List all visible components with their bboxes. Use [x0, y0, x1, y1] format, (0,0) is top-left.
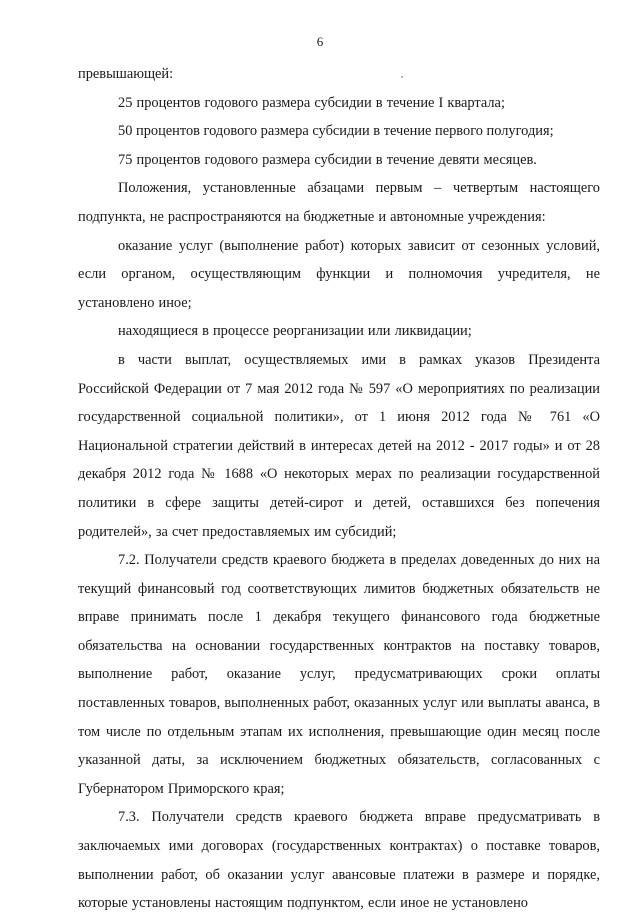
paragraph-exceptions-intro: Положения, установленные абзацами первым – четвертым настоящего подпункта, не распространяются на бюджетные и автономные учреждения: — [78, 180, 600, 225]
page-number: 6 — [316, 34, 324, 49]
paragraph-section-7-2: 7.2. Получатели средств краевого бюджета в пределах доведенных до них на текущий финансовый год соответствующих лимитов бюджетных обязательств не вправе принимать после 1 декабря текущего финансового года бюджетные обязательства на основании государственных контрактов на поставку товаров, выполнение работ, оказание услуг, предусматривающих сроки оплаты поставленных товаров, выполненных работ, оказанных услуг или выплаты аванса, в том числе по отдельным этапам их исполнения, превышающие один месяц после указанной даты, за исключением бюджетных обязательств, согласованных с Губернатором Приморского края; — [78, 552, 600, 797]
paragraph-reorganization: находящиеся в процессе реорганизации или ликвидации; — [118, 323, 472, 340]
paragraph-nine-months: 75 процентов годового размера субсидии в течение девяти месяцев. — [118, 151, 537, 168]
paragraph-seasonal-services: оказание услуг (выполнение работ) которых зависит от сезонных условий, если органом, осуществляющим функции и полномочия учредителя, не установлено иное; — [78, 237, 600, 311]
paragraph-section-7-3: 7.3. Получатели средств краевого бюджета вправе предусматривать в заключаемых ими договорах (государственных контрактах) о поставке товаров, выполнении работ, об оказании услуг авансовые платежи в размере и порядке, которые установлены настоящим подпунктом, если иное не установлено — [78, 809, 600, 912]
document-body — [78, 60, 600, 918]
paragraph-half-year: 50 процентов годового размера субсидии в течение первого полугодия; — [118, 123, 554, 140]
paragraph-presidential-decrees: в части выплат, осуществляемых ими в рамках указов Президента Российской Федерации от 7 мая 2012 года № 597 «О мероприятиях по реализации государственной социальной политики», от 1 июня 2012 года № 761 «О Национальной стратегии действий в интересах детей на 2012 - 2017 годы» и от 28 декабря 2012 года № 1688 «О некоторых мерах по реализации государственной политики в сфере защиты детей-сирот и детей, оставшихся без попечения родителей», за счет предоставляемых им субсидий; — [78, 351, 600, 540]
paragraph-continuation: превышающей: — [78, 66, 174, 82]
paragraph-quarter-1: 25 процентов годового размера субсидии в течение I квартала; — [118, 94, 505, 111]
